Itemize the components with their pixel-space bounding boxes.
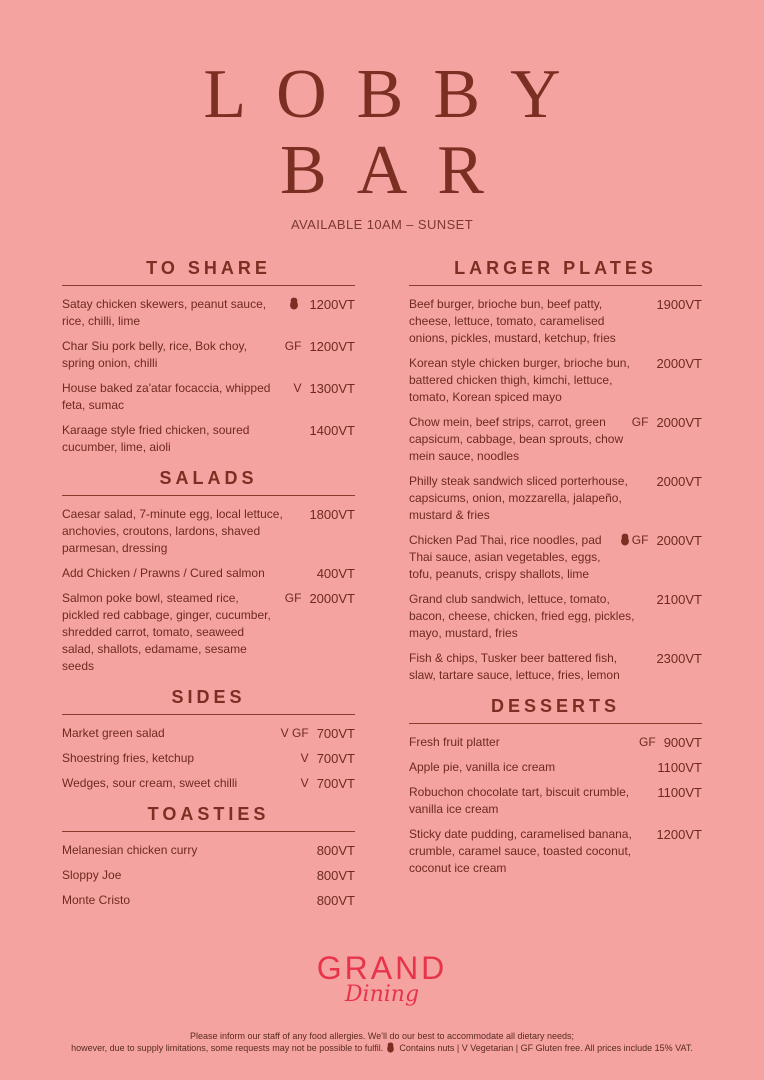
section-title: TOASTIES: [62, 804, 355, 832]
grand-dining-logo: [0, 952, 764, 1007]
menu-item: [409, 650, 702, 684]
dietary-tag-text: GF: [631, 533, 649, 547]
item-price: 400VT: [316, 566, 355, 581]
item-price: 700VT: [316, 776, 355, 791]
section-title: LARGER PLATES: [409, 258, 702, 286]
item-price: 900VT: [663, 735, 702, 750]
item-price: 2000VT: [656, 415, 702, 430]
dietary-tag-text: V: [300, 751, 309, 765]
item-meta: [285, 338, 355, 355]
item-meta: [648, 296, 702, 313]
logo-main-text: GRAND: [316, 950, 448, 986]
section-toasties: [62, 804, 355, 909]
item-price: 1400VT: [309, 423, 355, 438]
item-price: 1200VT: [656, 827, 702, 842]
item-description: Melanesian chicken curry: [62, 843, 198, 857]
item-description: Fresh fruit platter: [409, 735, 500, 749]
item-price: 2300VT: [656, 651, 702, 666]
item-meta: [648, 591, 702, 608]
logo-sub-text: Dining: [344, 982, 420, 1007]
dietary-tag: [285, 338, 310, 355]
item-meta: [309, 892, 355, 909]
item-price: 700VT: [316, 726, 355, 741]
item-price: 1200VT: [309, 297, 355, 312]
item-meta: [648, 650, 702, 667]
item-description: Monte Cristo: [62, 893, 131, 907]
item-price: 2000VT: [656, 356, 702, 371]
menu-item: [409, 296, 702, 347]
dietary-tag: [632, 414, 657, 431]
item-price: 800VT: [316, 868, 355, 883]
item-description: Chicken Pad Thai, rice noodles, pad Thai sauce, asian vegetables, eggs, tofu, peanuts, crispy shallots, lime: [409, 533, 602, 581]
item-price: 1200VT: [309, 339, 355, 354]
menu-item: [62, 296, 355, 330]
menu-item: [409, 784, 702, 818]
item-meta: [649, 759, 702, 776]
item-meta: [289, 296, 355, 313]
footer-line-2-post: Contains nuts | V Vegetarian | GF Gluten free. All prices include 15% VAT.: [399, 1043, 693, 1053]
menu-item: [409, 759, 702, 776]
item-meta: [639, 734, 702, 751]
item-price: 1100VT: [657, 785, 702, 800]
menu-item: [62, 725, 355, 742]
section-salads: [62, 468, 355, 675]
item-description: Robuchon chocolate tart, biscuit crumble, vanilla ice cream: [409, 785, 630, 816]
title-line-2: BAR: [280, 132, 514, 209]
right-column: [409, 258, 702, 889]
item-description: Caesar salad, 7-minute egg, local lettuce, anchovies, croutons, lardons, shaved parmesan, dressing: [62, 507, 283, 555]
item-meta: [649, 784, 702, 801]
section-desserts: [409, 696, 702, 877]
menu-item: [62, 565, 355, 582]
item-meta: [293, 380, 355, 397]
item-price: 2000VT: [656, 533, 702, 548]
item-price: 1300VT: [309, 381, 355, 396]
menu-item: [409, 532, 702, 583]
left-column: [62, 258, 355, 921]
footer-line-2: [0, 1042, 764, 1054]
dietary-tag: [293, 380, 309, 397]
menu-item: [409, 473, 702, 524]
item-meta: [648, 826, 702, 843]
item-price: 1800VT: [309, 507, 355, 522]
item-list: [62, 296, 355, 456]
item-description: Add Chicken / Prawns / Cured salmon: [62, 566, 265, 580]
item-price: 1100VT: [657, 760, 702, 775]
dietary-tag: [281, 725, 317, 742]
item-list: [409, 734, 702, 877]
item-list: [62, 842, 355, 909]
section-larger-plates: [409, 258, 702, 684]
menu-item: [409, 355, 702, 406]
item-meta: [301, 775, 355, 792]
item-description: Char Siu pork belly, rice, Bok choy, spring onion, chilli: [62, 339, 247, 370]
menu-item: [62, 590, 355, 675]
section-to-share: [62, 258, 355, 456]
dietary-tag-text: V: [293, 381, 302, 395]
peanut-icon: [620, 533, 630, 546]
menu-item: [62, 892, 355, 909]
menu-item: [409, 826, 702, 877]
section-title: SALADS: [62, 468, 355, 496]
dietary-tag: [301, 775, 317, 792]
menu-item: [62, 380, 355, 414]
item-description: Sticky date pudding, caramelised banana, crumble, caramel sauce, toasted coconut, coconut ice cream: [409, 827, 632, 875]
item-description: Philly steak sandwich sliced porterhouse, capsicums, onion, mozzarella, jalapeño, mustard & fries: [409, 474, 628, 522]
item-price: 2000VT: [656, 474, 702, 489]
footer-line-2-pre: however, due to supply limitations, some requests may not be possible to fulfil.: [71, 1043, 384, 1053]
item-description: Beef burger, brioche bun, beef patty, cheese, lettuce, tomato, caramelised onions, pickles, mustard, ketchup, fries: [409, 297, 616, 345]
item-meta: [285, 590, 355, 607]
item-meta: [301, 422, 355, 439]
menu-item: [409, 734, 702, 751]
dietary-tag-text: V: [300, 776, 309, 790]
item-description: Market green salad: [62, 726, 165, 740]
allergy-footer: [0, 1030, 764, 1054]
dietary-tag-text: GF: [639, 735, 656, 749]
dietary-tag-text: V GF: [280, 726, 309, 740]
item-list: [409, 296, 702, 684]
menu-item: [62, 422, 355, 456]
availability-subtitle: AVAILABLE 10AM – SUNSET: [290, 217, 474, 232]
section-sides: [62, 687, 355, 792]
item-description: House baked za'atar focaccia, whipped feta, sumac: [62, 381, 271, 412]
dietary-tag: [639, 734, 664, 751]
item-description: Shoestring fries, ketchup: [62, 751, 195, 765]
item-meta: [309, 842, 355, 859]
menu-item: [62, 775, 355, 792]
section-title: DESSERTS: [409, 696, 702, 724]
item-description: Satay chicken skewers, peanut sauce, rice, chilli, lime: [62, 297, 267, 328]
menu-item: [409, 414, 702, 465]
item-description: Grand club sandwich, lettuce, tomato, bacon, cheese, chicken, fried egg, pickles, mayo, mustard, fries: [409, 592, 635, 640]
menu-item: [62, 506, 355, 557]
item-description: Korean style chicken burger, brioche bun, battered chicken thigh, kimchi, lettuce, tomato, Korean spiced mayo: [409, 356, 630, 404]
item-description: Chow mein, beef strips, carrot, green capsicum, cabbage, bean sprouts, chow mein sauce, noodles: [409, 415, 624, 463]
item-price: 1900VT: [656, 297, 702, 312]
section-title: TO SHARE: [62, 258, 355, 286]
item-description: Fish & chips, Tusker beer battered fish, slaw, tartare sauce, lettuce, fries, lemon: [409, 651, 620, 682]
peanut-icon: [386, 1042, 395, 1053]
dietary-tag: [289, 296, 309, 313]
dietary-tag-text: GF: [284, 591, 302, 605]
item-description: Karaage style fried chicken, soured cucumber, lime, aioli: [62, 423, 250, 454]
item-description: Sloppy Joe: [62, 868, 122, 882]
dietary-tag: [285, 590, 310, 607]
menu-item: [409, 591, 702, 642]
item-meta: [309, 867, 355, 884]
dietary-tag: [301, 750, 317, 767]
item-description: Apple pie, vanilla ice cream: [409, 760, 556, 774]
item-meta: [648, 473, 702, 490]
item-meta: [648, 355, 702, 372]
item-price: 2100VT: [656, 592, 702, 607]
title-line-1: LOBBY: [203, 56, 591, 133]
item-meta: [309, 565, 355, 582]
item-description: Wedges, sour cream, sweet chilli: [62, 776, 238, 790]
dietary-tag: [620, 532, 657, 549]
menu-item: [62, 750, 355, 767]
item-meta: [301, 506, 355, 523]
item-meta: [281, 725, 355, 742]
item-price: 800VT: [316, 893, 355, 908]
item-meta: [301, 750, 355, 767]
section-title: SIDES: [62, 687, 355, 715]
menu-item: [62, 867, 355, 884]
item-price: 800VT: [316, 843, 355, 858]
dietary-tag-text: GF: [631, 415, 649, 429]
item-list: [62, 725, 355, 792]
item-price: 700VT: [316, 751, 355, 766]
dietary-tag-text: GF: [284, 339, 302, 353]
item-price: 2000VT: [309, 591, 355, 606]
item-list: [62, 506, 355, 675]
menu-item: [62, 338, 355, 372]
item-meta: [632, 414, 702, 431]
item-description: Salmon poke bowl, steamed rice, pickled red cabbage, ginger, cucumber, shredded carrot, tomato, seaweed salad, shallots, edamame, sesame seeds: [62, 591, 271, 673]
peanut-icon: [289, 297, 299, 310]
footer-line-1: Please inform our staff of any food allergies. We'll do our best to accommodate all dietary needs;: [189, 1031, 575, 1041]
menu-item: [62, 842, 355, 859]
item-meta: [620, 532, 702, 549]
